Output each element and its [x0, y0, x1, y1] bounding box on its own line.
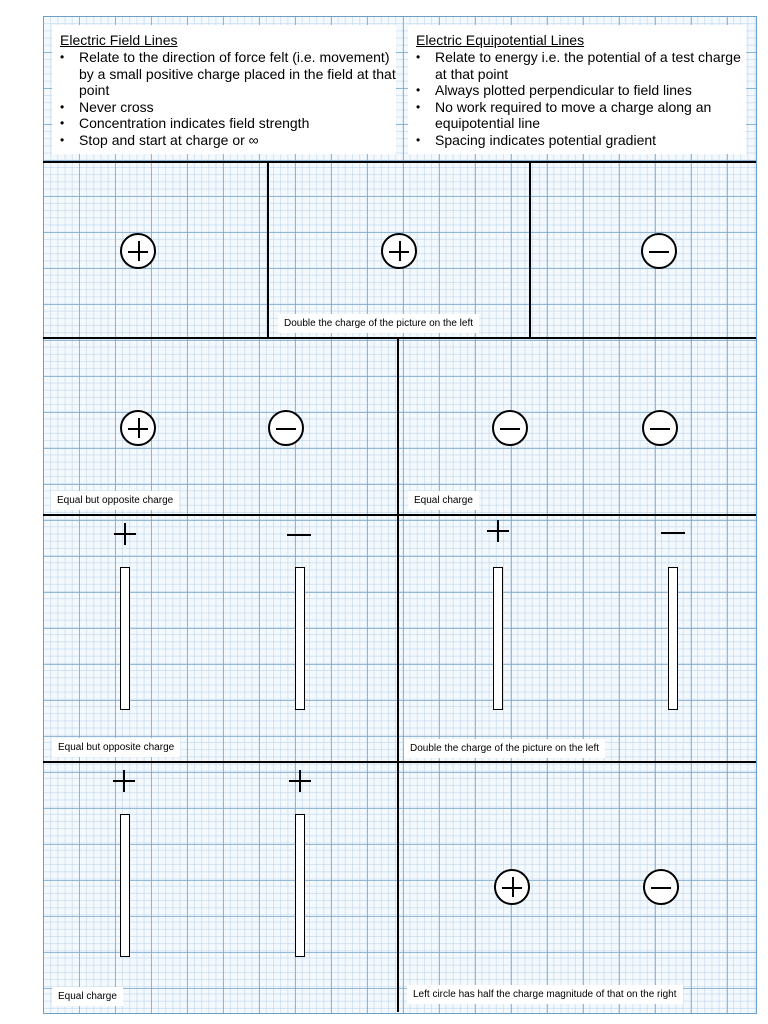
- negative-charge-icon: [643, 869, 679, 905]
- panel-divider: [43, 514, 756, 516]
- field-lines-notes: [52, 25, 396, 154]
- caption: Double the charge of the picture on the left: [278, 314, 479, 333]
- equipotential-list: [416, 49, 746, 148]
- positive-charge-icon: [381, 233, 417, 269]
- list-item: • Concentration indicates field strength: [60, 115, 396, 132]
- list-item: • Relate to the direction of force felt (i.e. movement) by a small positive charge placed in the field at that point: [60, 49, 396, 99]
- positive-charge-icon: [120, 410, 156, 446]
- charged-plate: [493, 567, 503, 710]
- positive-charge-icon: [494, 869, 530, 905]
- list-item: • Always plotted perpendicular to field lines: [416, 82, 746, 99]
- caption: Equal but opposite charge: [51, 491, 179, 510]
- positive-charge-icon: [120, 233, 156, 269]
- caption: Left circle has half the charge magnitude of that on the right: [407, 985, 683, 1004]
- panel-divider: [43, 761, 756, 763]
- list-item: • Never cross: [60, 99, 396, 116]
- panel-divider: [529, 161, 531, 338]
- caption: Double the charge of the picture on the left: [404, 739, 605, 758]
- negative-charge-icon: [641, 233, 677, 269]
- panel-divider: [267, 161, 269, 338]
- list-item: • No work required to move a charge along an equipotential line: [416, 99, 746, 132]
- list-item: • Spacing indicates potential gradient: [416, 132, 746, 149]
- caption: Equal charge: [52, 987, 123, 1006]
- panel-divider: [397, 337, 399, 1012]
- field-lines-list: [60, 49, 396, 148]
- charged-plate: [295, 567, 305, 710]
- charged-plate: [668, 567, 678, 710]
- panel-divider: [43, 337, 756, 339]
- equipotential-title: Electric Equipotential Lines: [416, 32, 585, 48]
- list-item: • Stop and start at charge or ∞: [60, 132, 396, 149]
- equipotential-notes: [408, 25, 746, 154]
- field-lines-title: Electric Field Lines: [60, 32, 178, 48]
- negative-charge-icon: [642, 410, 678, 446]
- list-item: • Relate to energy i.e. the potential of a test charge at that point: [416, 49, 746, 82]
- caption: Equal but opposite charge: [52, 738, 180, 757]
- panel-divider: [43, 161, 756, 163]
- negative-charge-icon: [492, 410, 528, 446]
- negative-charge-icon: [268, 410, 304, 446]
- charged-plate: [120, 567, 130, 710]
- charged-plate: [295, 814, 305, 957]
- charged-plate: [120, 814, 130, 957]
- caption: Equal charge: [408, 491, 479, 510]
